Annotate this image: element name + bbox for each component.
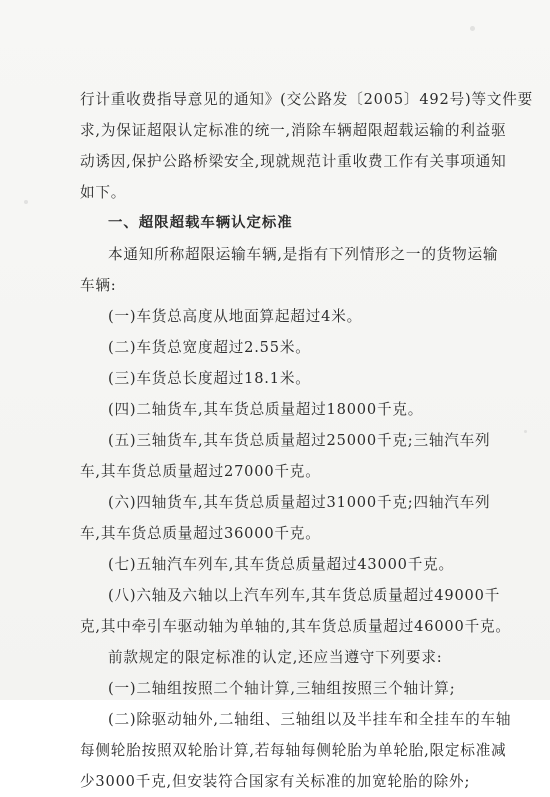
scan-speckle bbox=[524, 430, 527, 433]
paragraph-line: 求,为保证超限认定标准的统一,消除车辆超限超载运输的利益驱 bbox=[80, 122, 507, 139]
list-item: (六)四轴货车,其车货总质量超过31000千克;四轴汽车列 bbox=[108, 494, 491, 511]
list-item-continuation: 克,其中牵引车驱动轴为单轴的,其车货总质量超过46000千克。 bbox=[80, 618, 511, 635]
requirement-item: (一)二轴组按照二个轴计算,三轴组按照三个轴计算; bbox=[108, 680, 456, 697]
scan-speckle bbox=[24, 200, 28, 204]
list-item: (四)二轴货车,其车货总质量超过18000千克。 bbox=[108, 401, 424, 418]
requirement-item-continuation: 少3000千克,但安装符合国家有关标准的加宽轮胎的除外; bbox=[80, 773, 471, 790]
list-item-continuation: 车,其车货总质量超过36000千克。 bbox=[80, 525, 321, 542]
document-text-block bbox=[80, 84, 534, 797]
scan-speckle bbox=[470, 26, 475, 31]
requirements-intro: 前款规定的限定标准的认定,还应当遵守下列要求: bbox=[108, 649, 443, 666]
list-item: (二)车货总宽度超过2.55米。 bbox=[108, 339, 311, 356]
definition-line: 车辆: bbox=[80, 277, 117, 294]
paragraph-line: 行计重收费指导意见的通知》(交公路发〔2005〕492号)等文件要 bbox=[80, 91, 534, 108]
list-item-continuation: 车,其车货总质量超过27000千克。 bbox=[80, 463, 321, 480]
paragraph-line: 动诱因,保护公路桥梁安全,现就规范计重收费工作有关事项通知 bbox=[80, 153, 507, 170]
list-item: (一)车货总高度从地面算起超过4米。 bbox=[108, 308, 362, 325]
paragraph-line: 如下。 bbox=[80, 184, 127, 201]
list-item: (八)六轴及六轴以上汽车列车,其车货总质量超过49000千 bbox=[108, 587, 501, 604]
requirement-item-continuation: 每侧轮胎按照双轮胎计算,若每轴每侧轮胎为单轮胎,限定标准减 bbox=[80, 742, 507, 759]
list-item: (三)车货总长度超过18.1米。 bbox=[108, 370, 311, 387]
section-heading: 一、超限超载车辆认定标准 bbox=[108, 215, 293, 231]
list-item: (七)五轴汽车列车,其车货总质量超过43000千克。 bbox=[108, 556, 454, 573]
definition-line: 本通知所称超限运输车辆,是指有下列情形之一的货物运输 bbox=[108, 246, 499, 263]
requirement-item: (二)除驱动轴外,二轴组、三轴组以及半挂车和全挂车的车轴 bbox=[108, 711, 512, 728]
list-item: (五)三轴货车,其车货总质量超过25000千克;三轴汽车列 bbox=[108, 432, 491, 449]
